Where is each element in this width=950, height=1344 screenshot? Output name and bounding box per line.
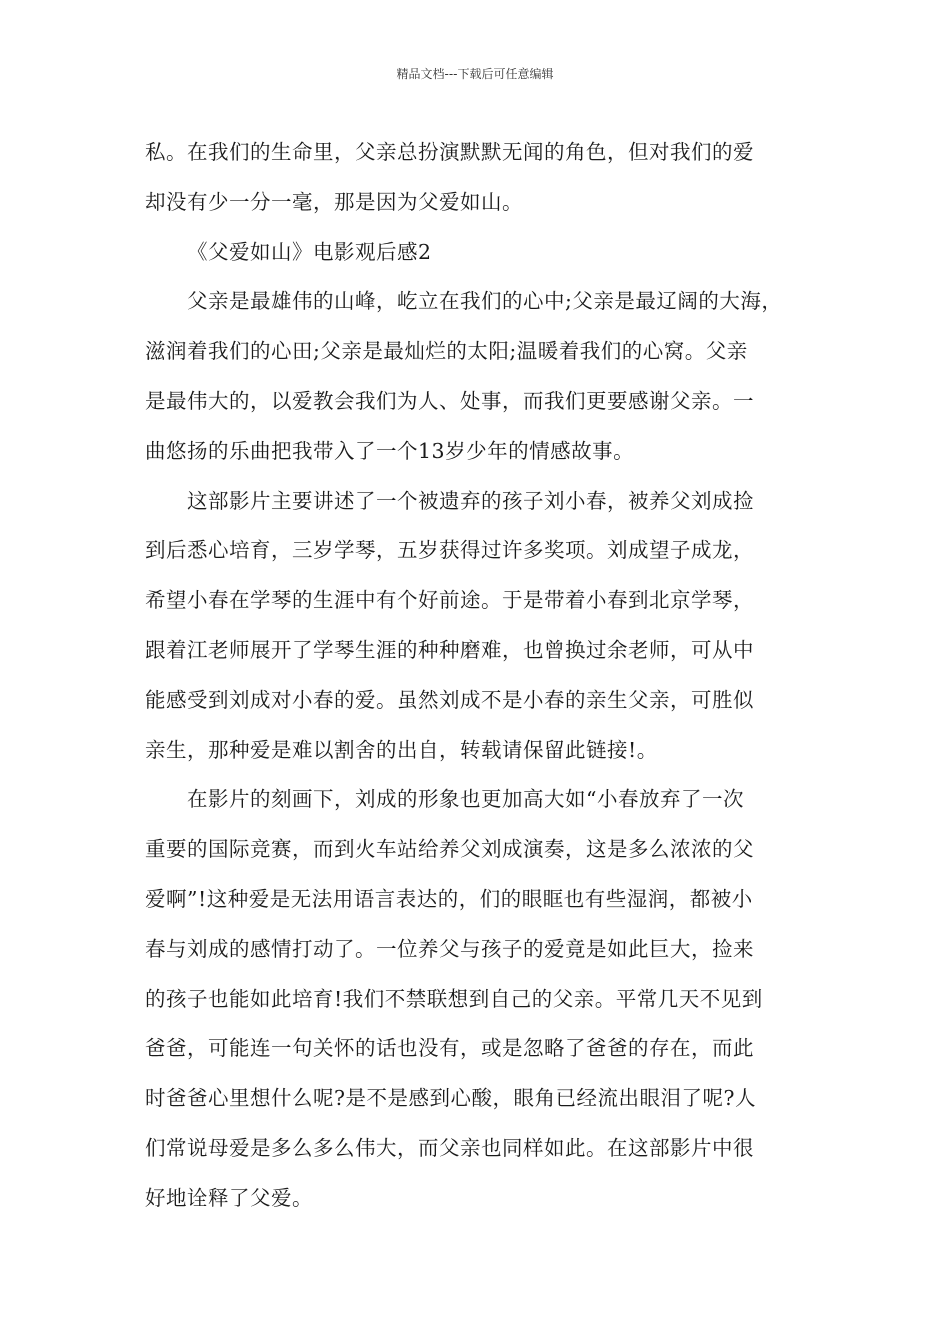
text-line: 到后悉心培育，三岁学琴，五岁获得过许多奖项。刘成望子成龙， <box>145 538 754 563</box>
text-line: 在影片的刻画下，刘成的形象也更加高大如“小春放弃了一次 <box>187 787 744 812</box>
text-line: 时爸爸心里想什么呢?是不是感到心酸，眼角已经流出眼泪了呢?人 <box>145 1086 756 1111</box>
text-line: 重要的国际竞赛，而到火车站给养父刘成演奏，这是多么浓浓的父 <box>145 837 754 862</box>
document-body <box>145 128 810 1224</box>
text-line: 父亲是最雄伟的山峰，屹立在我们的心中;父亲是最辽阔的大海， <box>187 289 783 314</box>
text-line: 们常说母爱是多么多么伟大，而父亲也同样如此。在这部影片中很 <box>145 1135 754 1160</box>
page-header: 精品文档---下载后可任意编辑 <box>396 67 554 81</box>
text-line: 爱啊”!这种爱是无法用语言表达的，们的眼眶也有些湿润，都被小 <box>145 886 753 911</box>
text-line: 是最伟大的，以爱教会我们为人、处事，而我们更要感谢父亲。一 <box>145 388 754 413</box>
text-line: 的孩子也能如此培育!我们不禁联想到自己的父亲。平常几天不见到 <box>145 986 763 1011</box>
text-line: 爸爸，可能连一句关怀的话也没有，或是忽略了爸爸的存在，而此 <box>145 1036 754 1061</box>
text-line: 曲悠扬的乐曲把我带入了一个13岁少年的情感故事。 <box>145 438 635 463</box>
text-line: 希望小春在学琴的生涯中有个好前途。于是带着小春到北京学琴， <box>145 588 754 613</box>
text-line: 私。在我们的生命里，父亲总扮演默默无闻的角色，但对我们的爱 <box>145 140 754 164</box>
section-heading: 《父爱如山》电影观后感2 <box>187 239 432 264</box>
text-line: 能感受到刘成对小春的爱。虽然刘成不是小春的亲生父亲，可胜似 <box>145 687 754 712</box>
text-line: 好地诠释了父爱。 <box>145 1185 313 1210</box>
text-line: 春与刘成的感情打动了。一位养父与孩子的爱竟是如此巨大，捡来 <box>145 936 754 961</box>
text-line: 亲生，那种爱是难以割舍的出自，转载请保留此链接!。 <box>145 737 658 762</box>
text-line: 滋润着我们的心田;父亲是最灿烂的太阳;温暖着我们的心窝。父亲 <box>145 339 748 364</box>
text-line: 跟着江老师展开了学琴生涯的种种磨难，也曾换过余老师，可从中 <box>145 637 754 662</box>
text-line: 这部影片主要讲述了一个被遗弃的孩子刘小春，被养父刘成捡 <box>187 488 754 513</box>
text-line: 却没有少一分一毫，那是因为父爱如山。 <box>145 189 523 214</box>
